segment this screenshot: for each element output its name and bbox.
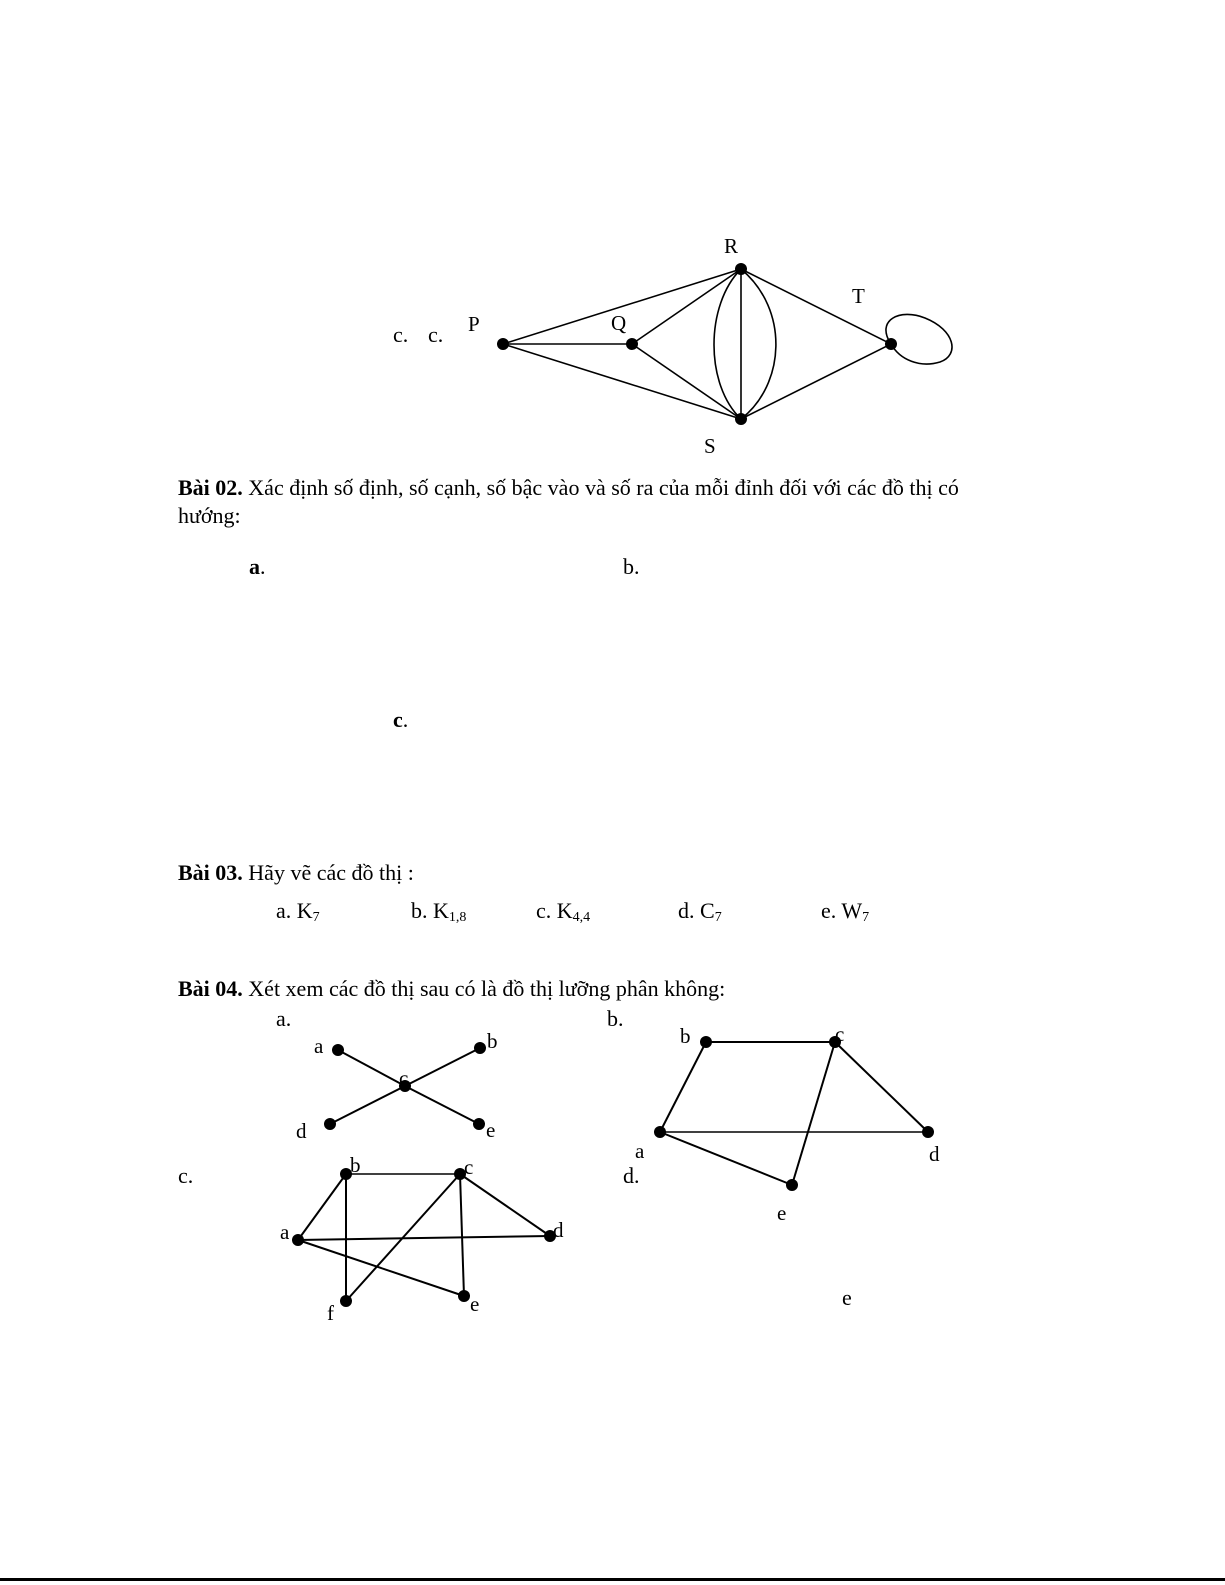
bai02-item-b: b. <box>623 554 640 579</box>
graph-b-label-c: c <box>835 1022 845 1046</box>
graph-b-label-b: b <box>680 1024 691 1048</box>
edge-a-d <box>298 1236 550 1240</box>
graph1-prefix-2: c. <box>428 322 444 347</box>
bai02-line2: hướng: <box>178 503 241 528</box>
node-b <box>474 1042 486 1054</box>
edge-c-e <box>792 1042 835 1185</box>
edge-b-a <box>298 1174 346 1240</box>
edge-c-e <box>460 1174 464 1296</box>
bai03-text: Hãy vẽ các đồ thị : <box>242 860 414 885</box>
graph-a-label-c: c <box>399 1066 409 1090</box>
graph-a-label-a: a <box>314 1034 324 1058</box>
bai04-label-e: e <box>842 1285 852 1310</box>
graph-c-label-b: b <box>350 1153 361 1177</box>
bai04-label-b: b. <box>607 1006 624 1031</box>
graph-b <box>654 1036 934 1191</box>
edge-a-e <box>298 1240 464 1296</box>
graph-c-label-f: f <box>327 1301 334 1325</box>
edge-c-e <box>405 1086 479 1124</box>
edge-c-d <box>460 1174 550 1236</box>
label-T: T <box>852 284 865 308</box>
edge-b-a <box>660 1042 706 1132</box>
label-R: R <box>724 234 739 258</box>
graph-a-label-e: e <box>486 1118 496 1142</box>
bai02-title: Bài 02. <box>178 475 243 500</box>
node-a <box>292 1234 304 1246</box>
bai03-item-c-sub: 4,4 <box>572 910 591 925</box>
bai04-text: Xét xem các đồ thị sau có là đồ thị lưỡng phân không: <box>242 976 726 1001</box>
bai03-item-a-text: a. K <box>276 898 313 923</box>
bai02-item-a-dot: . <box>260 554 266 579</box>
graph-b-label-d: d <box>929 1142 940 1166</box>
node-d <box>324 1118 336 1130</box>
node-a <box>332 1044 344 1056</box>
label-P: P <box>468 312 480 336</box>
bai04-label-c: c. <box>178 1163 194 1188</box>
graph-b-label-e: e <box>777 1201 787 1225</box>
label-Q: Q <box>611 311 627 335</box>
edge-c-d <box>330 1086 405 1124</box>
bai03-item-b-sub: 1,8 <box>448 910 467 925</box>
node-e <box>473 1118 485 1130</box>
bai03-title: Bài 03. <box>178 860 243 885</box>
bai03-item-c-text: c. K <box>536 898 573 923</box>
node-d <box>922 1126 934 1138</box>
bai02-text: Xác định số định, số cạnh, số bậc vào và số ra của mỗi đỉnh đối với các đồ thị có <box>242 475 959 500</box>
bai04-title: Bài 04. <box>178 976 243 1001</box>
graph-c <box>292 1168 556 1307</box>
bai02-item-a-letter: a <box>249 554 260 579</box>
bai03-item-b-text: b. K <box>411 898 449 923</box>
graph-c-label-c: c <box>464 1155 474 1179</box>
bai02-item-c-dot: . <box>402 707 409 732</box>
graph-a-label-b: b <box>487 1029 498 1053</box>
page-bottom-rule <box>0 1578 1225 1581</box>
bai04-label-a: a. <box>276 1006 292 1031</box>
node-b <box>700 1036 712 1048</box>
graph-a-label-d: d <box>296 1119 307 1143</box>
graph1-prefix-1: c. <box>393 322 409 347</box>
node-a <box>654 1126 666 1138</box>
graph-c-label-d: d <box>553 1218 564 1242</box>
bai03-item-d-text: d. C <box>678 898 715 923</box>
edge-c-d <box>835 1042 928 1132</box>
label-S: S <box>704 434 716 458</box>
bai02-item-c-letter: c <box>393 707 403 732</box>
bai03-item-e-sub: 7 <box>862 910 870 925</box>
graph-c-label-a: a <box>280 1220 290 1244</box>
edge-c-b <box>405 1048 480 1086</box>
graph-b-label-a: a <box>635 1139 645 1163</box>
graph-c-label-e: e <box>470 1292 480 1316</box>
edge-a-e <box>660 1132 792 1185</box>
node-e <box>786 1179 798 1191</box>
edge-a-c <box>338 1050 405 1086</box>
bai03-item-a-sub: 7 <box>312 910 320 925</box>
bai03-item-e-text: e. W <box>821 898 863 923</box>
node-f <box>340 1295 352 1307</box>
node-e <box>458 1290 470 1302</box>
bai03-item-d-sub: 7 <box>714 910 722 925</box>
bai04-label-d: d. <box>623 1163 640 1188</box>
